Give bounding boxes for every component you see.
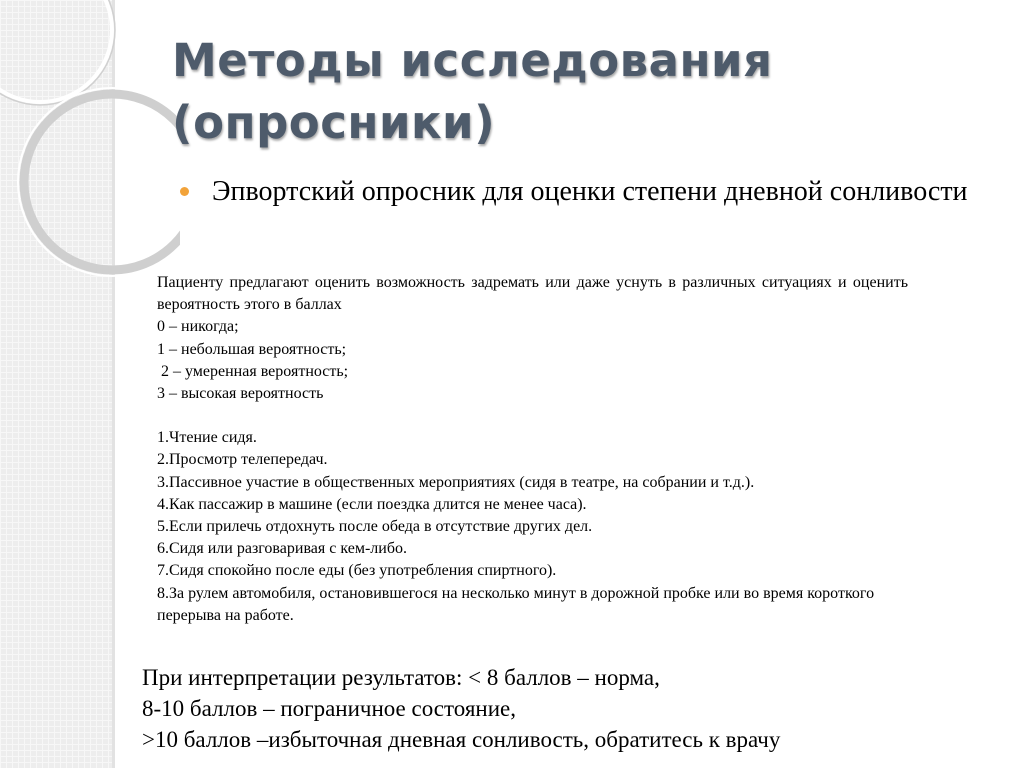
title-line-2: (опросники) [172, 96, 496, 149]
spacer [157, 405, 908, 427]
scale-item-0: 0 – никогда; [157, 318, 239, 336]
slide-title [172, 30, 992, 154]
scale-item-2: 2 – умеренная вероятность; [157, 362, 349, 380]
situation-item-2: 2.Просмотр телепередач. [157, 451, 328, 469]
questionnaire-description [157, 272, 908, 627]
bullet-item [180, 172, 980, 212]
scale-item-1: 1 – небольшая вероятность; [157, 340, 347, 358]
bullet-text: Эпвортский опросник для оценки степени дневной сонливости [212, 176, 968, 207]
bullet-dot-icon [180, 187, 189, 196]
decorative-rings [0, 0, 180, 300]
interpretation-line-1: При интерпретации результатов: < 8 баллов – норма, [142, 665, 660, 690]
interpretation-line-3: >10 баллов –избыточная дневная сонливость, обратитесь к врачу [142, 727, 781, 752]
situation-item-1: 1.Чтение сидя. [157, 429, 257, 447]
intro-paragraph: Пациенту предлагают оценить возможность задремать или даже уснуть в различных ситуациях и оценить вероятность этого в баллах [157, 274, 908, 314]
situation-item-7: 7.Сидя спокойно после еды (без употребления спиртного). [157, 562, 557, 580]
interpretation-line-2: 8-10 баллов – пограничное состояние, [142, 696, 516, 721]
title-line-1: Методы исследования [172, 34, 773, 87]
large-ring [0, 0, 112, 102]
situation-item-4: 4.Как пассажир в машине (если поездка длится не менее часа). [157, 495, 587, 513]
situation-item-3: 3.Пассивное участие в общественных мероприятиях (сидя в театре, на собрании и т.д.). [157, 473, 755, 491]
interpretation-block [142, 662, 1002, 755]
small-ring [24, 94, 180, 270]
situation-item-8: 8.За рулем автомобиля, остановившегося на несколько минут в дорожной пробке или во время короткого перерыва на работе. [157, 584, 875, 624]
situation-item-5: 5.Если прилечь отдохнуть после обеда в отсутствие других дел. [157, 518, 593, 536]
scale-item-3: 3 – высокая вероятность [157, 385, 324, 403]
small-ring-highlight [18, 88, 180, 276]
situation-item-6: 6.Сидя или разговаривая с кем-либо. [157, 540, 407, 558]
